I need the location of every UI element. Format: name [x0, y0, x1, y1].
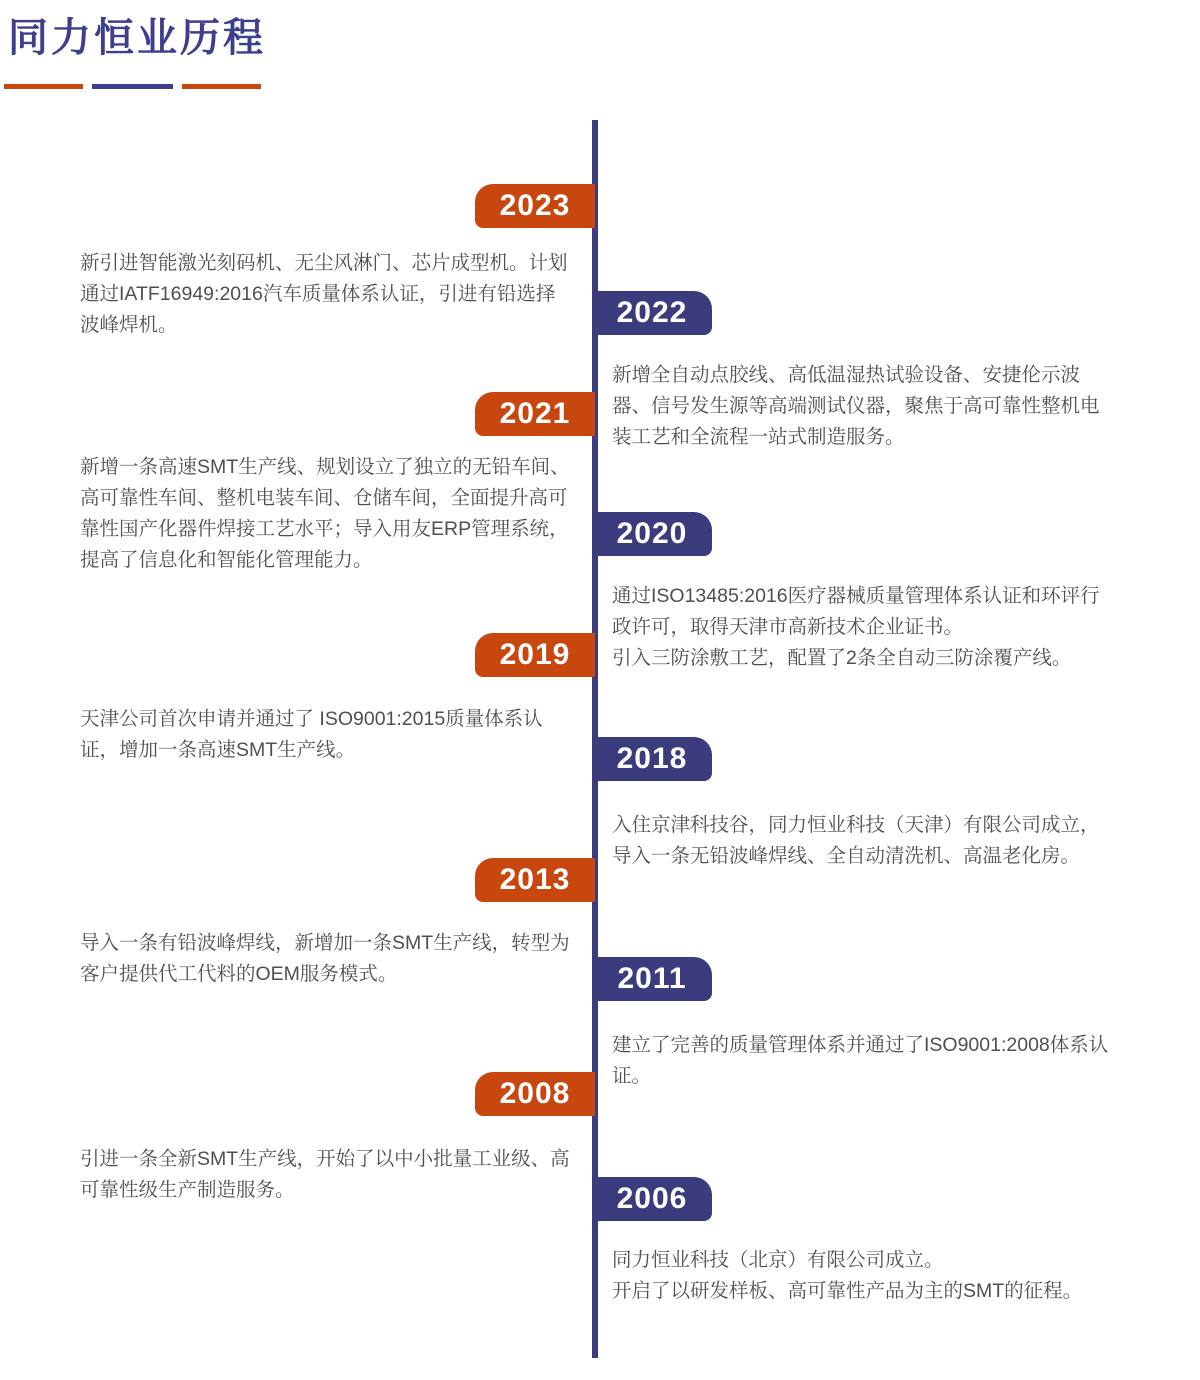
year-label: 2021 — [499, 397, 571, 430]
milestone-line: 天津公司首次申请并通过了 ISO9001:2015质量体系认证，增加一条高速SMT生产线。 — [80, 708, 543, 761]
year-badge — [475, 392, 595, 436]
milestone-line: 新增全自动点胶线、高低温湿热试验设备、安捷伦示波器、信号发生源等高端测试仪器，聚焦于高可靠性整机电装工艺和全流程一站式制造服务。 — [612, 364, 1100, 448]
milestone-line: 新增一条高速SMT生产线、规划设立了独立的无铅车间、高可靠性车间、整机电装车间、仓储车间，全面提升高可靠性国产化器件焊接工艺水平；导入用友ERP管理系统，提高了信息化和智能化管理能力。 — [80, 456, 570, 571]
year-badge — [475, 1072, 595, 1116]
year-label: 2022 — [616, 296, 688, 329]
milestone-text — [612, 1030, 1112, 1092]
year-label: 2023 — [499, 189, 571, 222]
year-badge — [592, 957, 712, 1001]
milestone-text — [612, 581, 1112, 674]
year-badge — [592, 1177, 712, 1221]
milestone-text — [80, 928, 572, 990]
year-label: 2006 — [616, 1182, 688, 1215]
year-label: 2019 — [499, 638, 571, 671]
milestone-line: 引入三防涂敷工艺，配置了2条全自动三防涂覆产线。 — [612, 647, 1072, 669]
year-label: 2018 — [616, 742, 688, 775]
milestone-text — [80, 1144, 572, 1206]
year-badge — [592, 512, 712, 556]
milestone-line: 开启了以研发样板、高可靠性产品为主的SMT的征程。 — [612, 1280, 1083, 1302]
milestone-line: 引进一条全新SMT生产线，开始了以中小批量工业级、高可靠性级生产制造服务。 — [80, 1148, 570, 1201]
page-title: 同力恒业历程 — [8, 16, 266, 60]
milestone-text — [80, 248, 572, 341]
milestone-line: 新引进智能激光刻码机、无尘风淋门、芯片成型机。计划通过IATF16949:2016汽车质量体系认证，引进有铅选择波峰焊机。 — [80, 252, 568, 336]
milestone-line: 建立了完善的质量管理体系并通过了ISO9001:2008体系认证。 — [612, 1034, 1109, 1087]
year-label: 2011 — [617, 962, 687, 995]
milestone-text — [612, 810, 1112, 872]
milestone-line: 同力恒业科技（北京）有限公司成立。 — [612, 1249, 944, 1271]
year-badge — [592, 737, 712, 781]
year-label: 2008 — [499, 1077, 571, 1110]
underline-dash-orange — [182, 84, 261, 89]
year-badge — [475, 184, 595, 228]
year-label: 2020 — [616, 517, 688, 550]
underline-dash-indigo — [92, 84, 173, 89]
page-header — [8, 14, 266, 62]
milestone-text — [612, 1245, 1112, 1307]
milestone-text — [80, 704, 572, 766]
underline-dash-orange — [4, 84, 83, 89]
milestone-line: 通过ISO13485:2016医疗器械质量管理体系认证和环评行政许可，取得天津市高新技术企业证书。 — [612, 585, 1100, 638]
year-label: 2013 — [499, 863, 571, 896]
milestone-line: 入住京津科技谷，同力恒业科技（天津）有限公司成立，导入一条无铅波峰焊线、全自动清洗机、高温老化房。 — [612, 814, 1100, 867]
year-badge — [475, 858, 595, 902]
title-underline — [4, 84, 270, 89]
milestone-line: 导入一条有铅波峰焊线，新增加一条SMT生产线，转型为客户提供代工代料的OEM服务模式。 — [80, 932, 570, 985]
milestone-text — [80, 452, 572, 576]
year-badge — [475, 633, 595, 677]
year-badge — [592, 291, 712, 335]
milestone-text — [612, 360, 1112, 453]
